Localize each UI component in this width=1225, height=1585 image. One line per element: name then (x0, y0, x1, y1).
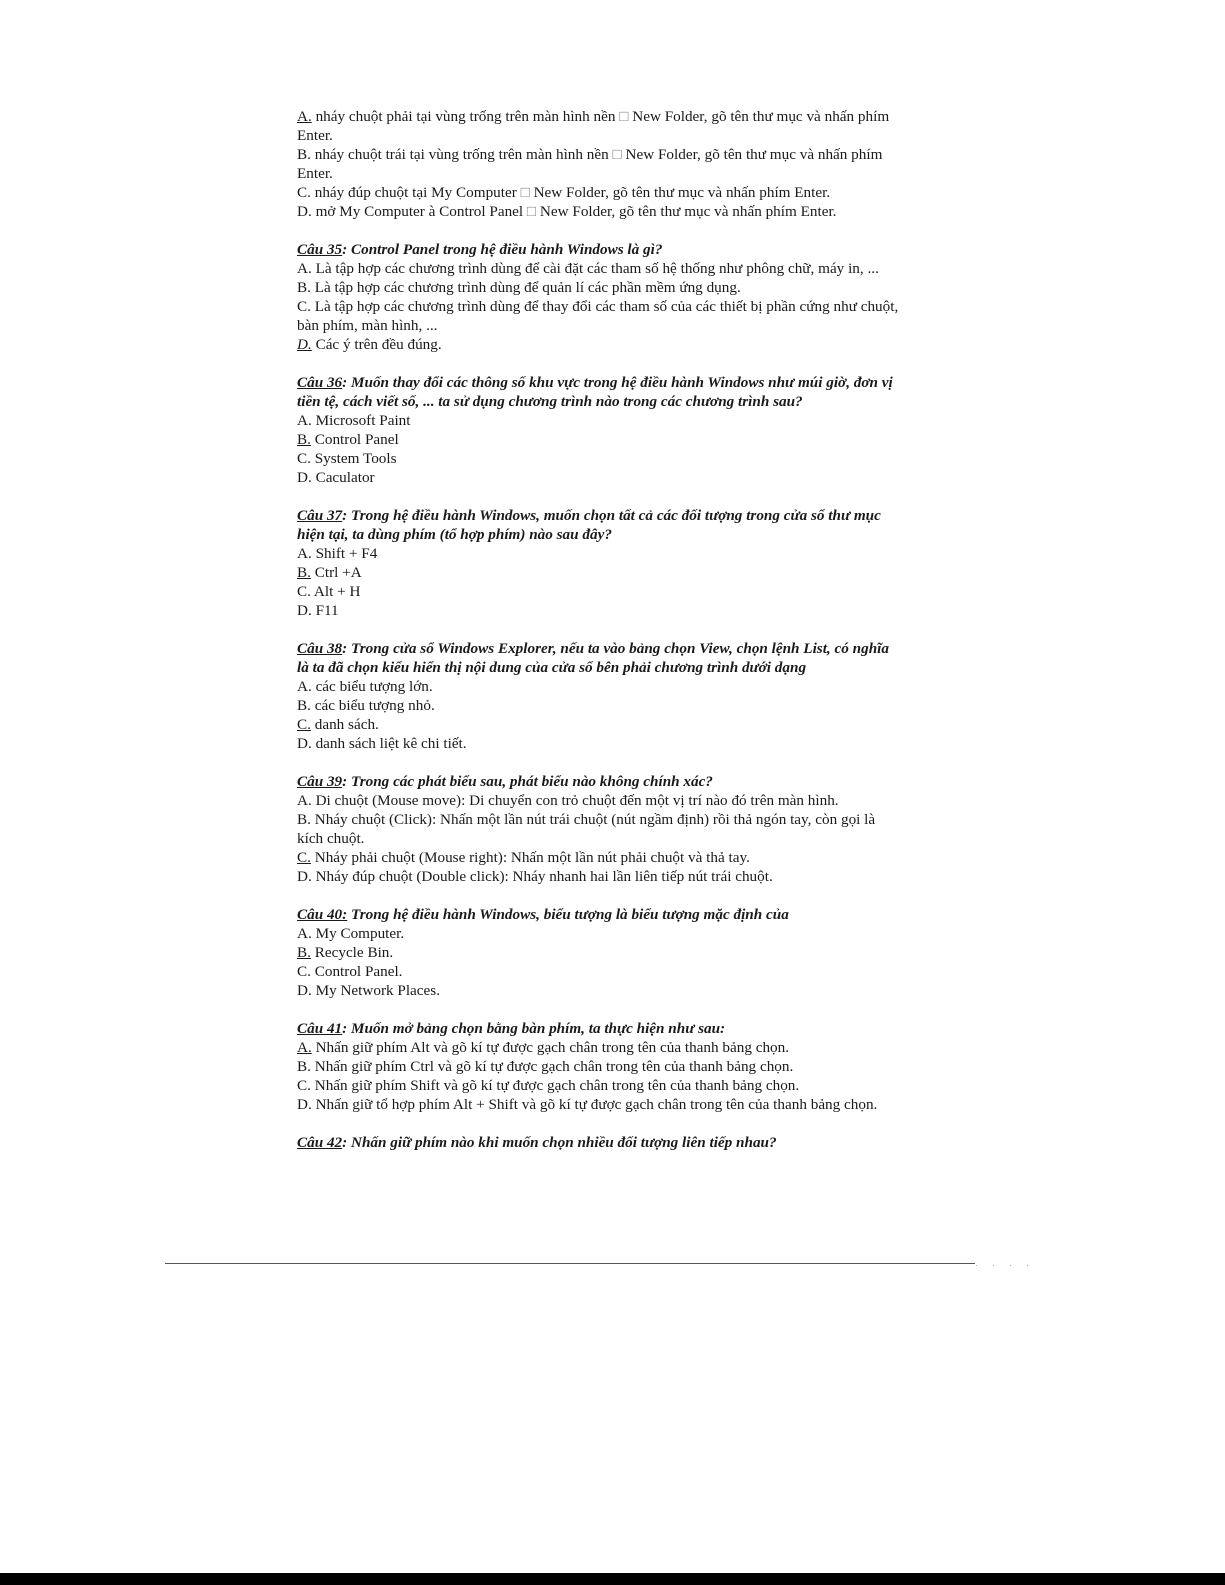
answer-text: Là tập hợp các chương trình dùng để quản lí các phần mềm ứng dụng. (310, 279, 741, 296)
answer-text-tail: New Folder, gõ tên thư mục và nhấn phím Enter. (539, 203, 837, 220)
answer-line (297, 126, 957, 145)
answer-label: C. (297, 184, 311, 201)
answer-label: A. (297, 792, 312, 809)
answer-label: A. (297, 678, 312, 695)
answer-label: C. (297, 450, 311, 467)
question-text: : Trong các phát biểu sau, phát biểu nào không chính xác? (342, 773, 713, 790)
answer-label: D. (297, 868, 312, 885)
question-block (297, 1019, 957, 1114)
answer-label: A. (297, 925, 312, 942)
answer-label: C. (297, 298, 311, 315)
answer-text: Control Panel (310, 431, 399, 448)
question-text: : Trong cửa sổ Windows Explorer, nếu ta vào bảng chọn View, chọn lệnh List, có nghĩa (342, 640, 889, 657)
answer-line (297, 183, 957, 202)
answer-text: System Tools (310, 450, 397, 467)
answer-option (297, 601, 957, 620)
answer-label: D. (297, 1096, 312, 1113)
question-title (297, 1133, 957, 1152)
answer-text: Nhấn giữ phím Alt và gõ kí tự được gạch chân trong tên của thanh bảng chọn. (311, 1039, 790, 1056)
footer-dots: . . . . (975, 1259, 1035, 1268)
answer-text: Alt + H (310, 583, 361, 600)
answer-option (297, 677, 957, 696)
missing-glyph-icon: □ (520, 184, 530, 201)
answer-text: Các ý trên đều đúng. (311, 336, 442, 353)
question-title (297, 772, 957, 791)
answer-text: Nhấn giữ tổ hợp phím Alt + Shift và gõ kí tự được gạch chân trong tên của thanh bảng chọn. (311, 1096, 878, 1113)
answer-text: danh sách liệt kê chi tiết. (311, 735, 467, 752)
question-number: Câu 42 (297, 1134, 343, 1151)
question-block (297, 373, 957, 487)
answer-text: Nhấn giữ phím Shift và gõ kí tự được gạch chân trong tên của thanh bảng chọn. (310, 1077, 800, 1094)
answer-option (297, 411, 957, 430)
answer-text: Di chuột (Mouse move): Di chuyển con trỏ chuột đến một vị trí nào đó trên màn hình. (311, 792, 839, 809)
answer-label: B. (297, 944, 311, 961)
question-list (297, 240, 957, 1152)
answer-option (297, 810, 957, 829)
question-block (297, 905, 957, 1000)
answer-text-tail: New Folder, gõ tên thư mục và nhấn phím (625, 146, 883, 163)
answer-option (297, 259, 957, 278)
answer-option (297, 962, 957, 981)
question-title (297, 506, 957, 525)
answer-text: Caculator (311, 469, 375, 486)
answer-option (297, 848, 957, 867)
answer-text: các biểu tượng nhỏ. (310, 697, 435, 714)
answer-option (297, 829, 957, 848)
answer-label: D. (297, 602, 312, 619)
answer-label: B. (297, 146, 311, 163)
answer-text: Recycle Bin. (310, 944, 394, 961)
question-block (297, 240, 957, 354)
answer-option (297, 1076, 957, 1095)
answer-label: D. (297, 336, 312, 353)
question-number: Câu 38 (297, 640, 343, 657)
answer-option (297, 1038, 957, 1057)
answer-option (297, 734, 957, 753)
question-title (297, 373, 957, 392)
answer-text: danh sách. (310, 716, 379, 733)
answer-line (297, 164, 957, 183)
question-number: Câu 41 (297, 1020, 343, 1037)
answer-option (297, 297, 957, 316)
bottom-bar (0, 1573, 1225, 1585)
answer-text: My Computer. (311, 925, 405, 942)
question-text: : Muốn mở bảng chọn bằng bàn phím, ta thực hiện như sau: (342, 1020, 726, 1037)
question-block (297, 506, 957, 620)
answer-option (297, 715, 957, 734)
missing-glyph-icon: □ (526, 203, 537, 220)
question-title (297, 240, 957, 259)
answer-option (297, 1057, 957, 1076)
answer-label: A. (297, 260, 312, 277)
answer-text: Nháy đúp chuột (Double click): Nháy nhanh hai lần liên tiếp nút trái chuột. (311, 868, 773, 885)
answer-label: C. (297, 583, 311, 600)
question-text: : Control Panel trong hệ điều hành Windows là gì? (342, 241, 663, 258)
answer-text-tail: New Folder, gõ tên thư mục và nhấn phím Enter. (533, 184, 831, 201)
question-text: : Nhấn giữ phím nào khi muốn chọn nhiều đối tượng liên tiếp nhau? (342, 1134, 777, 1151)
question-block (297, 1133, 957, 1152)
answer-option (297, 563, 957, 582)
previous-question-answers (297, 107, 957, 221)
answer-label: A. (297, 108, 312, 125)
answer-option (297, 867, 957, 886)
answer-text: nháy đúp chuột tại My Computer (314, 184, 517, 201)
answer-text: kích chuột. (297, 830, 365, 847)
answer-text: Microsoft Paint (311, 412, 411, 429)
answer-option (297, 791, 957, 810)
question-text: : Trong hệ điều hành Windows, muốn chọn tất cả các đối tượng trong cửa sổ thư mục (342, 507, 881, 524)
answer-label: D. (297, 735, 312, 752)
answer-option (297, 696, 957, 715)
question-block (297, 772, 957, 886)
answer-label: C. (297, 1077, 311, 1094)
answer-line (297, 107, 957, 126)
answer-text: Nhấn giữ phím Ctrl và gõ kí tự được gạch chân trong tên của thanh bảng chọn. (310, 1058, 794, 1075)
question-title (297, 905, 957, 924)
answer-line (297, 145, 957, 164)
answer-label: C. (297, 963, 311, 980)
answer-label: D. (297, 203, 312, 220)
answer-option (297, 449, 957, 468)
question-text: : Muốn thay đổi các thông số khu vực trong hệ điều hành Windows như múi giờ, đơn vị (342, 374, 893, 391)
answer-option (297, 924, 957, 943)
answer-label: A. (297, 545, 312, 562)
answer-text: My Network Places. (311, 982, 440, 999)
answer-text: F11 (311, 602, 339, 619)
answer-option (297, 335, 957, 354)
question-number: Câu 39 (297, 773, 343, 790)
answer-text: bàn phím, màn hình, ... (297, 317, 438, 334)
answer-label: C. (297, 716, 311, 733)
answer-text: nháy chuột trái tại vùng trống trên màn hình nền (314, 146, 609, 163)
answer-text-tail: New Folder, gõ tên thư mục và nhấn phím (632, 108, 890, 125)
question-title-continued: tiền tệ, cách viết số, ... ta sử dụng chương trình nào trong các chương trình sau? (297, 393, 803, 410)
footer-divider (165, 1263, 975, 1264)
missing-glyph-icon: □ (612, 146, 622, 163)
answer-text: Là tập hợp các chương trình dùng để cài đặt các tham số hệ thống như phông chữ, máy in, ... (311, 260, 879, 277)
question-title (297, 1019, 957, 1038)
answer-label: B. (297, 431, 311, 448)
answer-option (297, 1095, 957, 1114)
question-number: Câu 37 (297, 507, 343, 524)
answer-text: Control Panel. (310, 963, 403, 980)
question-text: Trong hệ điều hành Windows, biểu tượng là biểu tượng mặc định của (347, 906, 789, 923)
answer-option (297, 316, 957, 335)
question-number: Câu 40: (297, 906, 348, 923)
answer-text: Enter. (297, 165, 333, 182)
answer-label: B. (297, 697, 311, 714)
question-number: Câu 35 (297, 241, 343, 258)
question-title-continued: là ta đã chọn kiểu hiển thị nội dung của cửa sổ bên phải chương trình dưới dạng (297, 659, 807, 676)
answer-text: mở My Computer à Control Panel (315, 203, 524, 220)
document-body (297, 107, 957, 1152)
answer-label: B. (297, 1058, 311, 1075)
question-title (297, 639, 957, 658)
answer-option (297, 430, 957, 449)
answer-label: D. (297, 469, 312, 486)
answer-label: D. (297, 982, 312, 999)
answer-text: Shift + F4 (311, 545, 378, 562)
answer-text: Ctrl +A (310, 564, 362, 581)
answer-option (297, 278, 957, 297)
question-number: Câu 36 (297, 374, 343, 391)
answer-option (297, 943, 957, 962)
answer-text: Nháy phải chuột (Mouse right): Nhấn một lần nút phải chuột và thả tay. (310, 849, 750, 866)
answer-text: Là tập hợp các chương trình dùng để thay đổi các tham số của các thiết bị phần cứng như chuột, (310, 298, 899, 315)
answer-label: A. (297, 1039, 312, 1056)
answer-text: các biểu tượng lớn. (311, 678, 433, 695)
answer-option (297, 544, 957, 563)
answer-label: B. (297, 279, 311, 296)
answer-text: nháy chuột phải tại vùng trống trên màn hình nền (315, 108, 616, 125)
answer-line (297, 202, 957, 221)
answer-option (297, 468, 957, 487)
question-title-continued: hiện tại, ta dùng phím (tổ hợp phím) nào sau đây? (297, 526, 612, 543)
answer-option (297, 582, 957, 601)
missing-glyph-icon: □ (619, 108, 629, 125)
question-block (297, 639, 957, 753)
answer-text: Enter. (297, 127, 333, 144)
answer-label: A. (297, 412, 312, 429)
answer-text: Nháy chuột (Click): Nhấn một lần nút trái chuột (nút ngầm định) rồi thả ngón tay, còn gọi là (310, 811, 876, 828)
answer-label: B. (297, 811, 311, 828)
answer-option (297, 981, 957, 1000)
answer-label: C. (297, 849, 311, 866)
answer-label: B. (297, 564, 311, 581)
